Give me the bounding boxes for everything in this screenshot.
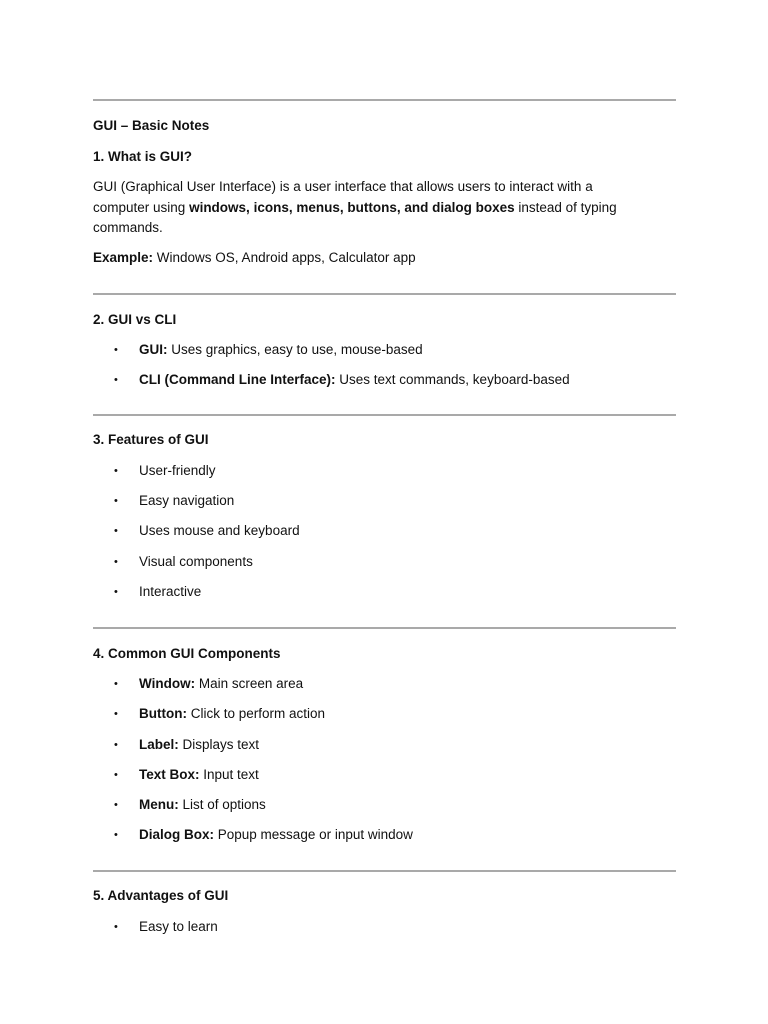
bullet-marker: • [114,374,118,386]
bullet-marker: • [114,344,118,356]
list-item: CLI (Command Line Interface): Uses text commands, keyboard-based [139,372,570,387]
bullet-marker: • [114,829,118,841]
list-item: GUI: Uses graphics, easy to use, mouse-based [139,342,423,357]
list-item: Interactive [139,584,202,599]
bullet-marker: • [114,465,118,477]
bullet-marker: • [114,769,118,781]
bullet-marker: • [114,525,118,537]
bullet-marker: • [114,708,118,720]
divider-2 [93,414,676,416]
list-item: Dialog Box: Popup message or input window [139,827,413,842]
list-item: Easy navigation [139,493,235,508]
bullet-marker: • [114,495,118,507]
bullet-marker: • [114,586,118,598]
section-2-heading: 2. GUI vs CLI [93,312,177,327]
section-1-paragraph-line-1: GUI (Graphical User Interface) is a user interface that allows users to interact with a [93,179,593,194]
section-5-heading: 5. Advantages of GUI [93,888,229,903]
list-item: Button: Click to perform action [139,706,326,721]
list-item: Uses mouse and keyboard [139,523,300,538]
list-item: Menu: List of options [139,797,266,812]
divider-4 [93,870,676,872]
list-item: Text Box: Input text [139,767,259,782]
section-1-paragraph-line-2: computer using windows, icons, menus, buttons, and dialog boxes instead of typing [93,200,617,215]
section-4-heading: 4. Common GUI Components [93,646,281,661]
divider-top [93,99,676,101]
bullet-marker: • [114,678,118,690]
document-title: GUI – Basic Notes [93,118,210,133]
section-1-heading: 1. What is GUI? [93,149,193,164]
bullet-marker: • [114,921,118,933]
section-1-paragraph-line-3: commands. [93,220,163,235]
bullet-marker: • [114,556,118,568]
list-item: Visual components [139,554,253,569]
divider-1 [93,293,676,295]
list-item: Easy to learn [139,919,218,934]
list-item: User-friendly [139,463,216,478]
list-item: Label: Displays text [139,737,260,752]
list-item: Window: Main screen area [139,676,304,691]
section-3-heading: 3. Features of GUI [93,432,209,447]
divider-3 [93,627,676,629]
bullet-marker: • [114,739,118,751]
bullet-marker: • [114,799,118,811]
section-1-example: Example: Windows OS, Android apps, Calculator app [93,250,416,265]
